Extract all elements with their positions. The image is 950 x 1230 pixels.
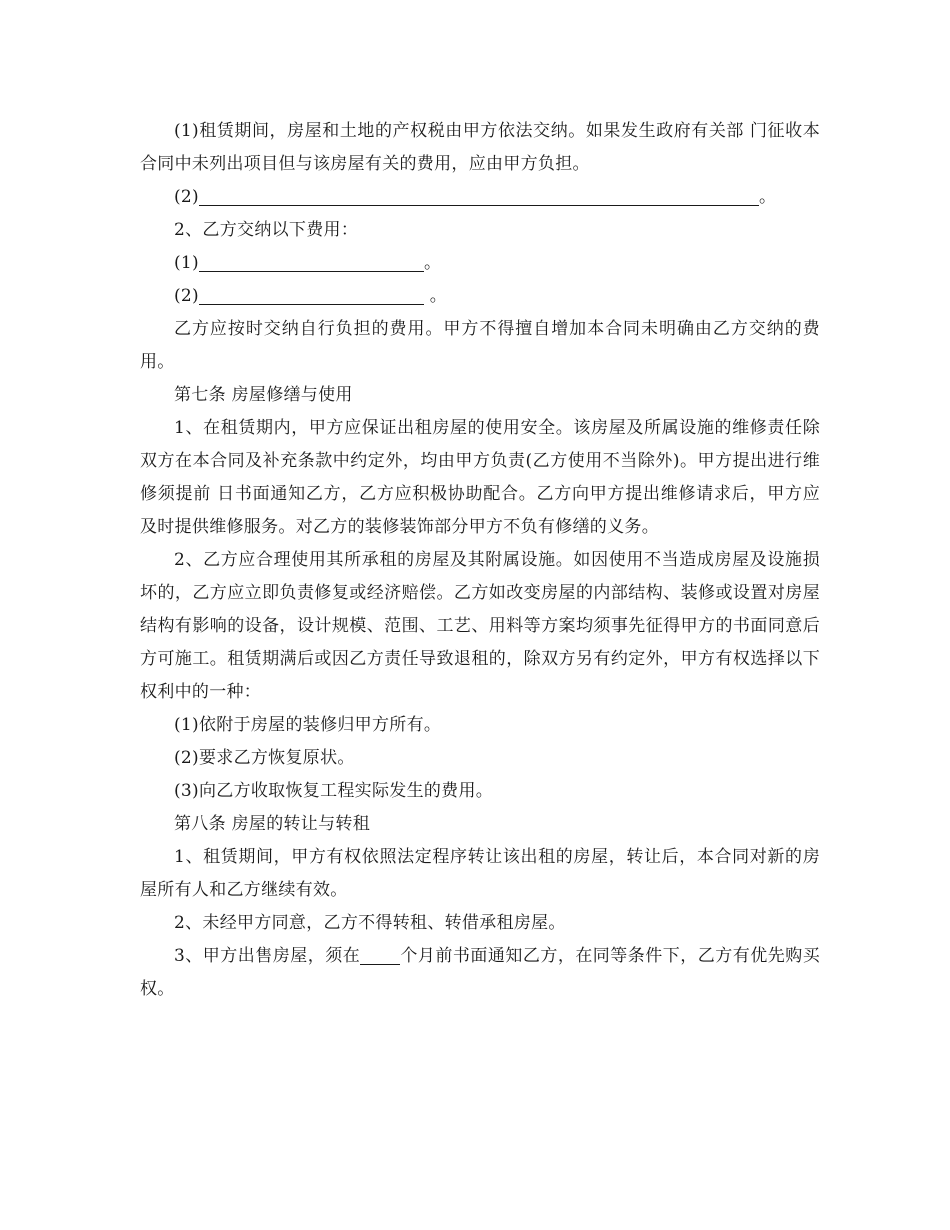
clause-7-2: 2、乙方应合理使用其所承租的房屋及其附属设施。如因使用不当造成房屋及设施损坏的，乙方应立即负责修复或经济赔偿。乙方如改变房屋的内部结构、装修或设置对房屋结构有影响的设备，设计规模、范围、工艺、用料等方案均须事先征得甲方的书面同意后方可施工。租赁期满后或因乙方责任导致退租的，除双方另有约定外，甲方有权选择以下权利中的一种：: [140, 550, 820, 702]
clause-6-2-1: [140, 247, 820, 280]
clause-7-2-2: (2)要求乙方恢复原状。: [174, 748, 355, 768]
fill-blank[interactable]: [360, 944, 400, 965]
clause-6-2: 2、乙方交纳以下费用：: [174, 220, 359, 240]
clause-8-2: 2、未经甲方同意，乙方不得转租、转借承租房屋。: [174, 913, 566, 933]
fill-blank[interactable]: [199, 251, 424, 272]
article-7-heading: 第七条 房屋修缮与使用: [174, 385, 353, 405]
clause-7-1: 1、在租赁期内，甲方应保证出租房屋的使用安全。该房屋及所属设施的维修责任除双方在本合同及补充条款中约定外，均由甲方负责(乙方使用不当除外)。甲方提出进行维修须提前 日书面通知乙方，乙方应积极协助配合。乙方向甲方提出维修请求后，甲方应及时提供维修服务。对乙方的装修装饰部分甲方不负有修缮的义务。: [140, 418, 820, 537]
clause-8-3: [140, 940, 820, 1006]
fill-blank[interactable]: [199, 185, 759, 206]
clause-8-3-text-a: 3、甲方出售房屋，须在: [174, 946, 361, 966]
item-label: (1): [174, 253, 199, 273]
clause-8-3-text-b: 个月前书面通知乙方，在同等条件下，乙方有优先购买权。: [140, 946, 820, 999]
punctuation: 。: [423, 286, 447, 306]
item-label: (2): [174, 187, 199, 207]
clause-8-1: 1、租赁期间，甲方有权依照法定程序转让该出租的房屋，转让后，本合同对新的房屋所有人和乙方继续有效。: [140, 847, 820, 900]
article-8-heading: 第八条 房屋的转让与转租: [174, 814, 371, 834]
document-page: [140, 115, 820, 1006]
clause-6-1-2: [140, 181, 820, 214]
clause-6-2-2: [140, 280, 820, 313]
item-label: (2): [174, 286, 199, 306]
fill-blank[interactable]: [199, 284, 424, 305]
punctuation: 。: [758, 187, 777, 207]
clause-6-1-1: (1)租赁期间，房屋和土地的产权税由甲方依法交纳。如果发生政府有关部 门征收本合同中未列出项目但与该房屋有关的费用，应由甲方负担。: [140, 121, 820, 174]
clause-7-2-1: (1)依附于房屋的装修归甲方所有。: [174, 715, 442, 735]
clause-7-2-3: (3)向乙方收取恢复工程实际发生的费用。: [174, 781, 494, 801]
clause-6-note: 乙方应按时交纳自行负担的费用。甲方不得擅自增加本合同未明确由乙方交纳的费用。: [140, 319, 820, 372]
punctuation: 。: [423, 253, 442, 273]
